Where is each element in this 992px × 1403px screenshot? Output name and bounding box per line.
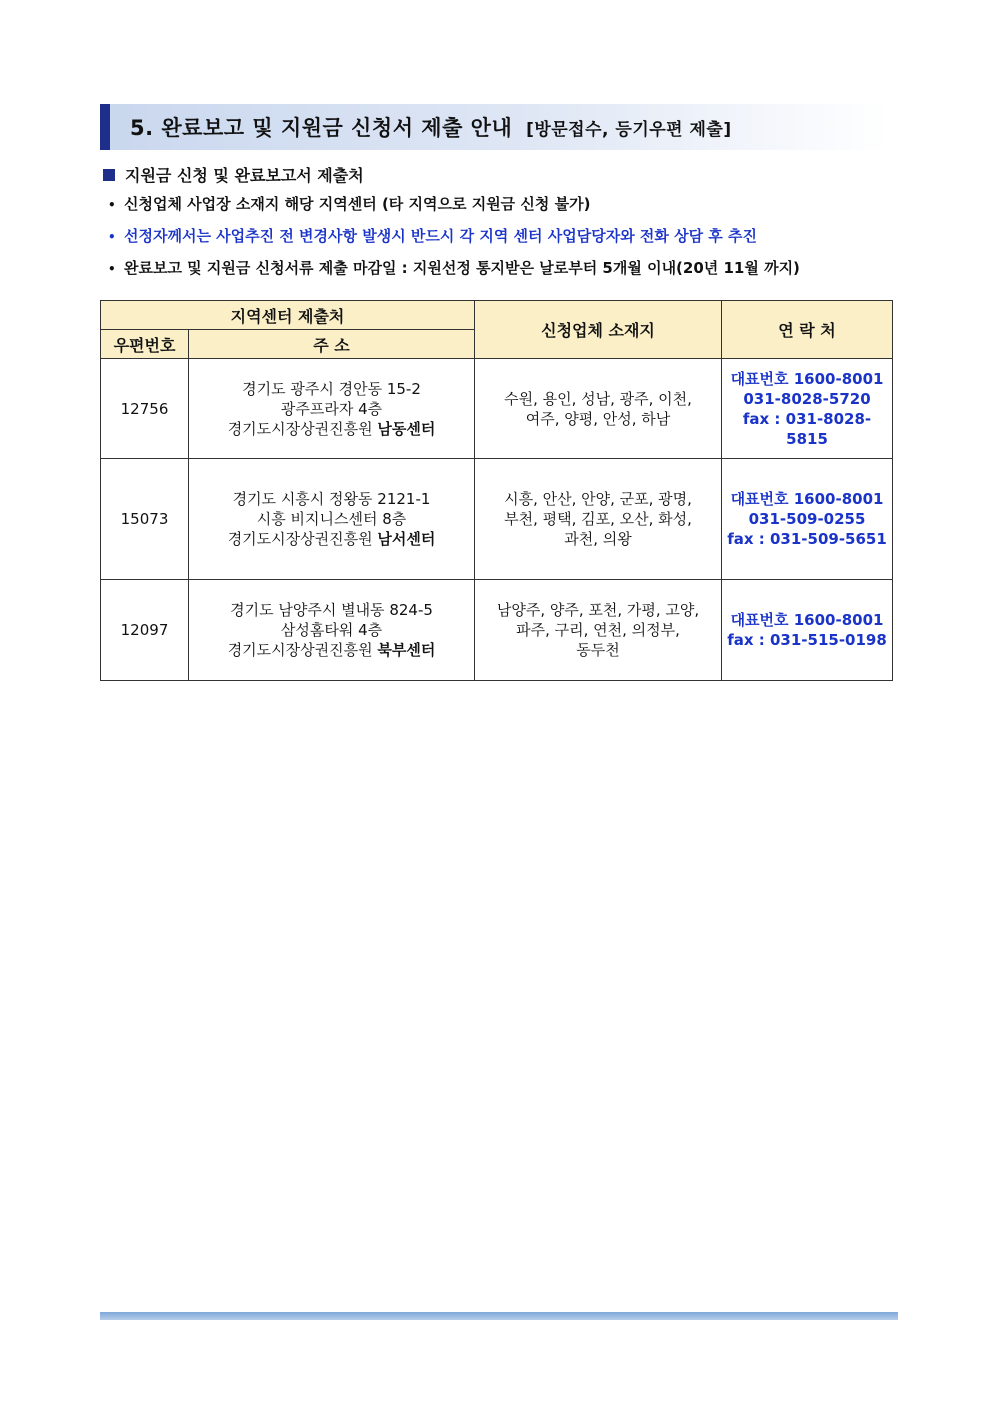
contact-line: 대표번호 1600-8001 — [730, 369, 884, 388]
footer-divider — [100, 1312, 898, 1320]
address-cell — [189, 359, 475, 459]
header-center: 지역센터 제출처 — [101, 301, 475, 330]
bullet-item — [108, 257, 908, 289]
org-name: 경기도시장상권진흥원 — [227, 419, 378, 438]
address-line: 삼성홈타워 4층 — [280, 621, 383, 639]
table-row — [101, 580, 893, 681]
org-name: 경기도시장상권진흥원 — [227, 641, 378, 659]
bullet-dot-icon: • — [108, 262, 116, 276]
region-line: 부천, 평택, 김포, 오산, 화성, — [504, 510, 692, 528]
header-address: 주 소 — [189, 330, 475, 359]
region-line: 과천, 의왕 — [564, 530, 632, 548]
center-name: 북부센터 — [377, 641, 436, 659]
contact-line: 031-509-0255 — [748, 510, 866, 528]
bullet-item — [108, 193, 908, 225]
org-name: 경기도시장상권진흥원 — [227, 530, 378, 548]
title-accent-bar — [100, 104, 110, 150]
postcode-cell: 15073 — [101, 459, 189, 580]
contact-line: fax : 031-8028-5815 — [742, 409, 872, 448]
contact-cell — [722, 459, 893, 580]
contact-line: 대표번호 1600-8001 — [730, 490, 884, 508]
region-line: 남양주, 양주, 포천, 가평, 고양, — [496, 601, 700, 619]
region-line: 파주, 구리, 연천, 의정부, — [516, 621, 680, 639]
header-postcode: 우편번호 — [101, 330, 189, 359]
postcode-cell: 12097 — [101, 580, 189, 681]
bullet-dot-icon: • — [108, 198, 116, 212]
postcode-cell: 12756 — [101, 359, 189, 459]
square-bullet-icon — [103, 169, 115, 181]
subsection-heading-text: 지원금 신청 및 완료보고서 제출처 — [125, 166, 364, 185]
region-line: 동두천 — [576, 641, 620, 659]
bullet-item — [108, 225, 908, 257]
center-name: 남서센터 — [377, 530, 436, 548]
region-line: 시흥, 안산, 안양, 군포, 광명, — [504, 490, 692, 508]
contact-cell — [722, 359, 893, 459]
regional-center-table — [100, 300, 893, 681]
center-name: 남동센터 — [377, 419, 436, 438]
address-line: 경기도 시흥시 정왕동 2121-1 — [232, 490, 431, 508]
address-line: 광주프라자 4층 — [280, 399, 383, 418]
region-cell — [475, 359, 722, 459]
header-contact: 연 락 처 — [722, 301, 893, 359]
address-cell — [189, 459, 475, 580]
region-cell — [475, 459, 722, 580]
header-region: 신청업체 소재지 — [475, 301, 722, 359]
bullet-list — [108, 193, 908, 289]
bullet-dot-icon: • — [108, 230, 116, 244]
address-line — [189, 419, 474, 439]
section-title — [130, 112, 732, 142]
contact-line: 031-8028-5720 — [743, 389, 871, 408]
address-line — [189, 640, 474, 660]
bullet-text: 완료보고 및 지원금 신청서류 제출 마감일 : 지원선정 통지받은 날로부터 5개월 이내(20년 11월 까지) — [124, 259, 800, 277]
address-line: 시흥 비지니스센터 8층 — [256, 510, 407, 528]
bullet-text: 신청업체 사업장 소재지 해당 지역센터 (타 지역으로 지원금 신청 불가) — [124, 195, 591, 213]
region-line: 수원, 용인, 성남, 광주, 이천, — [504, 389, 692, 408]
address-line — [189, 529, 474, 549]
region-cell — [475, 580, 722, 681]
table-row — [101, 359, 893, 459]
section-title-bar — [100, 104, 888, 150]
address-line: 경기도 광주시 경안동 15-2 — [242, 379, 421, 398]
contact-line: fax : 031-515-0198 — [727, 631, 887, 649]
subsection-heading — [103, 163, 364, 186]
section-title-sub: [방문접수, 등기우편 제출] — [526, 120, 732, 140]
contact-line: 대표번호 1600-8001 — [730, 611, 884, 629]
address-line: 경기도 남양주시 별내동 824-5 — [230, 601, 433, 619]
address-cell — [189, 580, 475, 681]
table-row — [101, 459, 893, 580]
contact-cell — [722, 580, 893, 681]
region-line: 여주, 양평, 안성, 하남 — [525, 409, 671, 428]
section-title-main: 5. 완료보고 및 지원금 신청서 제출 안내 — [130, 116, 513, 140]
bullet-text: 선정자께서는 사업추진 전 변경사항 발생시 반드시 각 지역 센터 사업담당자와 전화 상담 후 추진 — [124, 227, 758, 245]
contact-line: fax : 031-509-5651 — [727, 530, 887, 548]
